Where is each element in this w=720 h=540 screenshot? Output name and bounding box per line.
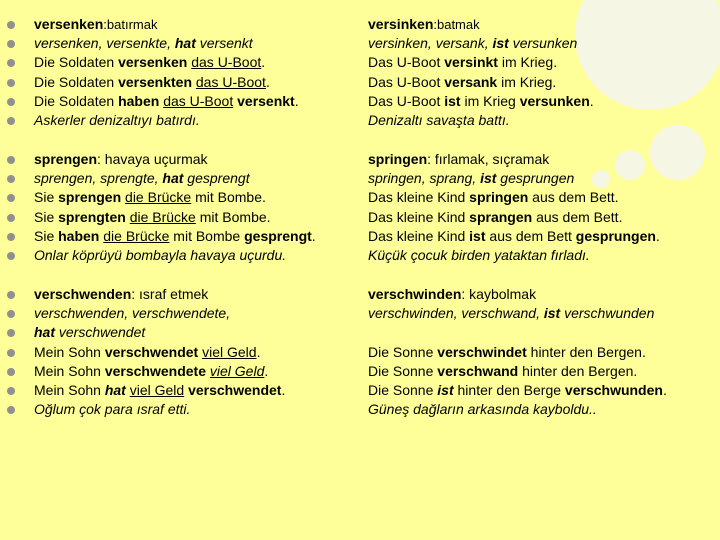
text-segment: aus dem Bett xyxy=(485,228,576,244)
text-segment: : fırlamak, sıçramak xyxy=(427,151,550,167)
text-segment: verschwunden xyxy=(560,305,655,321)
text-segment: das U-Boot xyxy=(163,93,234,109)
bullet-icon xyxy=(7,40,15,48)
text-segment: aus dem Bett. xyxy=(528,189,619,205)
text-segment: . xyxy=(256,344,261,360)
bullet-row xyxy=(0,34,720,53)
text-segment: versenken xyxy=(34,16,104,32)
text-segment: Güneş dağların arkasında kayboldu.. xyxy=(368,401,597,417)
right-column-text xyxy=(368,53,557,72)
bullet-icon xyxy=(7,368,15,376)
left-column-text xyxy=(34,208,271,227)
left-column-text xyxy=(34,150,208,169)
right-column-text xyxy=(368,227,660,246)
text-segment: verschwunden xyxy=(564,382,663,398)
text-segment: verschwinden xyxy=(368,286,462,302)
text-segment: viel Geld xyxy=(209,363,265,379)
right-column-text xyxy=(368,400,597,419)
text-segment: verschwenden xyxy=(34,286,132,302)
bullet-icon xyxy=(7,175,15,183)
bullet-row xyxy=(0,246,720,265)
bullet-row xyxy=(0,169,720,188)
bullet-row xyxy=(0,323,720,342)
text-segment: . xyxy=(265,74,270,90)
text-segment: sprengen xyxy=(34,151,98,167)
text-segment: Oğlum çok para ısraf etti. xyxy=(34,401,191,417)
bullet-row xyxy=(0,343,720,362)
text-segment: im Krieg. xyxy=(497,54,558,70)
text-segment: Die Soldaten xyxy=(34,54,119,70)
left-column-text xyxy=(34,53,265,72)
bullet-row xyxy=(0,400,720,419)
text-segment: Das U-Boot xyxy=(368,93,445,109)
text-segment: haben xyxy=(58,228,100,244)
text-segment: . xyxy=(589,93,594,109)
text-segment: hat xyxy=(162,170,184,186)
text-segment: versenken xyxy=(118,54,188,70)
left-column-text xyxy=(34,285,208,304)
text-segment: Die Sonne xyxy=(368,363,438,379)
bullet-icon xyxy=(7,310,15,318)
text-segment: Sie xyxy=(34,189,59,205)
text-segment: mit Bombe. xyxy=(195,209,271,225)
text-segment: im Krieg xyxy=(460,93,520,109)
text-segment: . xyxy=(264,363,269,379)
right-column-text xyxy=(368,188,619,207)
text-segment: versinkt xyxy=(444,54,498,70)
text-segment: Sie xyxy=(34,228,59,244)
text-segment: ist xyxy=(492,35,509,51)
text-segment: Denizaltı savaşta battı. xyxy=(368,112,510,128)
text-segment: Die Soldaten xyxy=(34,74,119,90)
bullet-icon xyxy=(7,194,15,202)
text-segment: hinter den Bergen. xyxy=(526,344,646,360)
bullet-icon xyxy=(7,98,15,106)
bullet-row xyxy=(0,15,720,34)
bullet-row xyxy=(0,227,720,246)
text-segment: gesprungen xyxy=(575,228,656,244)
right-column-text xyxy=(368,285,536,304)
text-segment: . xyxy=(662,382,667,398)
text-segment: ist xyxy=(469,228,486,244)
bullet-row xyxy=(0,53,720,72)
text-segment: Küçük çocuk birden yataktan fırladı. xyxy=(368,247,590,263)
text-segment: mit Bombe. xyxy=(191,189,266,205)
text-segment: sprengen, sprengte, xyxy=(34,170,163,186)
text-segment: gesprengt xyxy=(244,228,312,244)
bullet-icon xyxy=(7,214,15,222)
text-segment: . xyxy=(311,228,316,244)
text-segment: springen xyxy=(368,151,428,167)
text-segment: versenkt xyxy=(195,35,253,51)
left-column-text xyxy=(34,381,285,400)
left-column-text xyxy=(34,73,270,92)
text-segment: Die Sonne xyxy=(368,344,438,360)
bullet-icon xyxy=(7,291,15,299)
text-segment: aus dem Bett. xyxy=(532,209,623,225)
text-segment: hinter den Berge xyxy=(453,382,565,398)
right-column-text xyxy=(368,169,574,188)
left-column-text xyxy=(34,246,286,265)
text-segment: ist xyxy=(543,305,561,321)
text-segment: Mein Sohn xyxy=(34,344,105,360)
bullet-icon xyxy=(7,233,15,241)
bullet-icon xyxy=(7,329,15,337)
right-column-text xyxy=(368,208,622,227)
text-segment: ist xyxy=(437,382,454,398)
text-segment: gesprengt xyxy=(183,170,250,186)
text-segment: sprengen xyxy=(58,189,122,205)
text-segment: viel Geld xyxy=(129,382,185,398)
right-column-text xyxy=(368,73,556,92)
bullet-row xyxy=(0,381,720,400)
bullet-row xyxy=(0,150,720,169)
bullet-icon xyxy=(7,117,15,125)
text-segment: . xyxy=(261,54,266,70)
left-column-text xyxy=(34,227,316,246)
text-segment: verschwendet xyxy=(188,382,282,398)
text-segment: Das kleine Kind xyxy=(368,209,470,225)
right-column-text xyxy=(368,381,667,400)
bullet-row xyxy=(0,285,720,304)
left-column-text xyxy=(34,15,157,34)
left-column-text xyxy=(34,169,250,188)
text-segment: versunken xyxy=(519,93,590,109)
text-segment: mit Bombe xyxy=(169,228,245,244)
left-column-text xyxy=(34,400,190,419)
text-segment: verschwindet xyxy=(437,344,527,360)
text-segment: sprangen xyxy=(469,209,533,225)
text-segment: Sie xyxy=(34,209,59,225)
text-segment: : kaybolmak xyxy=(461,286,537,302)
right-column-text xyxy=(368,34,577,53)
right-column-text xyxy=(368,246,590,265)
text-segment: versunken xyxy=(508,35,578,51)
bullet-row xyxy=(0,73,720,92)
bullet-row xyxy=(0,208,720,227)
text-segment: . xyxy=(294,93,299,109)
bullet-icon xyxy=(7,59,15,67)
right-column-text xyxy=(368,111,510,130)
left-column-text xyxy=(34,111,200,130)
right-column-text xyxy=(368,362,637,381)
bullet-icon xyxy=(7,252,15,260)
left-column-text xyxy=(34,343,260,362)
text-segment: gesprungen xyxy=(496,170,575,186)
bullet-icon xyxy=(7,349,15,357)
text-segment: im Krieg. xyxy=(497,74,557,90)
text-segment: Mein Sohn xyxy=(34,363,105,379)
text-segment: :batırmak xyxy=(103,17,158,32)
text-segment: Askerler denizaltıyı batırdı. xyxy=(34,112,200,128)
text-segment: . xyxy=(655,228,660,244)
right-column-text xyxy=(368,150,549,169)
bullet-row xyxy=(0,92,720,111)
text-segment: : havaya uçurmak xyxy=(97,151,208,167)
text-segment: hat xyxy=(104,382,126,398)
text-segment: verschwendet xyxy=(55,324,146,340)
text-segment: das U-Boot xyxy=(191,54,262,70)
text-segment: hat xyxy=(174,35,196,51)
text-segment: : ısraf etmek xyxy=(131,286,209,302)
left-column-text xyxy=(34,188,266,207)
text-segment: haben xyxy=(118,93,160,109)
text-segment: das U-Boot xyxy=(195,74,266,90)
bullet-icon xyxy=(7,79,15,87)
text-segment: springen, sprang, xyxy=(368,170,481,186)
text-segment: hat xyxy=(34,324,55,340)
text-segment: sprengten xyxy=(58,209,126,225)
right-column-text xyxy=(368,15,480,34)
text-segment: die Brücke xyxy=(129,209,196,225)
bullet-row xyxy=(0,304,720,323)
text-segment: Das kleine Kind xyxy=(368,189,470,205)
text-segment: verschwand xyxy=(437,363,519,379)
text-segment: verschwendete xyxy=(104,363,206,379)
text-segment: springen xyxy=(469,189,529,205)
bullet-icon xyxy=(7,156,15,164)
text-segment: ist xyxy=(480,170,497,186)
text-segment: Mein Sohn xyxy=(34,382,105,398)
text-segment: die Brücke xyxy=(125,189,192,205)
text-segment: :batmak xyxy=(433,17,480,32)
bullet-icon xyxy=(7,387,15,395)
text-segment: versenkt xyxy=(237,93,295,109)
text-segment: Das U-Boot xyxy=(368,54,445,70)
text-segment: versinken xyxy=(368,16,434,32)
text-segment: Die Soldaten xyxy=(34,93,119,109)
text-segment: Onlar köprüyü bombayla havaya uçurdu. xyxy=(34,247,287,263)
text-segment: versank xyxy=(444,74,498,90)
left-column-text xyxy=(34,323,145,342)
text-segment: Die Sonne xyxy=(368,382,438,398)
text-segment: verschwenden, verschwendete, xyxy=(34,305,231,321)
text-segment: die Brücke xyxy=(103,228,170,244)
left-column-text xyxy=(34,362,268,381)
left-column-text xyxy=(34,34,253,53)
bullet-icon xyxy=(7,406,15,414)
text-segment: ist xyxy=(444,93,461,109)
right-column-text xyxy=(368,92,594,111)
bullet-row xyxy=(0,111,720,130)
text-segment: versenkten xyxy=(118,74,192,90)
text-segment: . xyxy=(281,382,286,398)
text-segment: versinken, versank, xyxy=(368,35,493,51)
bullet-row xyxy=(0,188,720,207)
bullet-icon xyxy=(7,21,15,29)
left-column-text xyxy=(34,304,230,323)
right-column-text xyxy=(368,343,646,362)
text-segment: viel Geld xyxy=(202,344,257,360)
text-segment: verschwinden, verschwand, xyxy=(368,305,544,321)
left-column-text xyxy=(34,92,299,111)
text-segment: hinter den Bergen. xyxy=(518,363,638,379)
bullet-row xyxy=(0,362,720,381)
text-segment: verschwendet xyxy=(104,344,199,360)
right-column-text xyxy=(368,304,654,323)
text-segment: Das kleine Kind xyxy=(368,228,470,244)
text-segment: versenken, versenkte, xyxy=(34,35,175,51)
text-segment: Das U-Boot xyxy=(368,74,445,90)
